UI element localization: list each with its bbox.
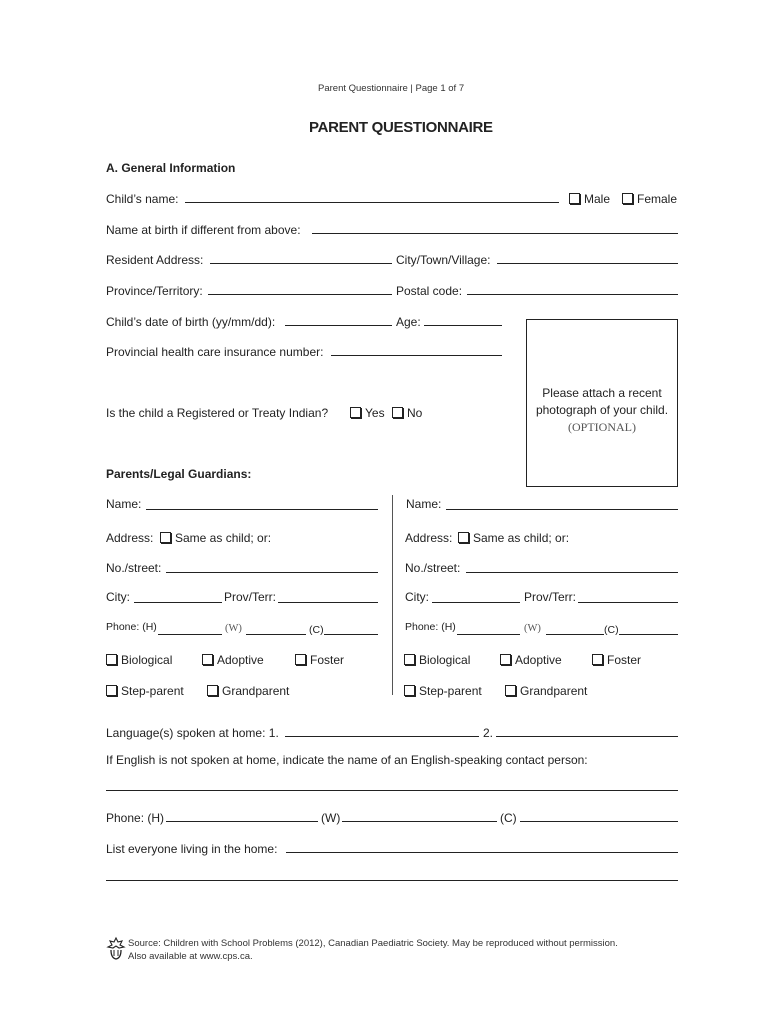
list-everyone-field-2[interactable] — [106, 880, 678, 881]
health-number-label: Provincial health care insurance number: — [106, 345, 324, 359]
resident-address-label: Resident Address: — [106, 253, 204, 267]
guardian2-biological-label: Biological — [419, 653, 471, 667]
no-checkbox[interactable] — [392, 407, 403, 418]
guardian2-same-option[interactable] — [458, 531, 569, 545]
guardian2-step-parent-checkbox[interactable] — [404, 685, 415, 696]
guardians-heading: Parents/Legal Guardians: — [106, 467, 252, 481]
contact-phone-c-label: (C) — [500, 811, 517, 825]
guardian1-city-label: City: — [106, 590, 130, 604]
guardian2-phone-c-label: (C) — [604, 624, 619, 636]
guardian1-phone-h-field[interactable] — [158, 634, 222, 635]
guardian2-same-label: Same as child; or: — [473, 531, 570, 545]
guardian2-phone-c-field[interactable] — [619, 634, 678, 635]
guardian1-phone-w-field[interactable] — [246, 634, 306, 635]
page-title: PARENT QUESTIONNAIRE — [309, 119, 493, 136]
postal-code-field[interactable] — [467, 294, 678, 295]
guardian2-address-label: Address: — [405, 531, 453, 545]
guardian2-prov-field[interactable] — [578, 602, 678, 603]
guardian1-biological[interactable] — [106, 653, 172, 667]
contact-phone-w-field[interactable] — [342, 821, 497, 822]
resident-address-field[interactable] — [210, 263, 392, 264]
guardian1-same-label: Same as child; or: — [175, 531, 272, 545]
cps-logo-icon — [106, 936, 126, 967]
guardian2-grandparent-checkbox[interactable] — [505, 685, 516, 696]
guardian1-address-label: Address: — [106, 531, 154, 545]
city-town-village-label: City/Town/Village: — [396, 253, 491, 267]
health-number-field[interactable] — [331, 355, 502, 356]
guardian1-same-checkbox[interactable] — [160, 532, 171, 543]
guardian1-name-field[interactable] — [146, 509, 378, 510]
guardian1-street-label: No./street: — [106, 561, 162, 575]
female-checkbox[interactable] — [622, 193, 633, 204]
guardian1-foster-checkbox[interactable] — [295, 654, 306, 665]
section-a-heading: A. General Information — [106, 161, 236, 175]
yes-label: Yes — [365, 406, 385, 420]
dob-label: Child’s date of birth (yy/mm/dd): — [106, 315, 276, 329]
guardian2-adoptive-label: Adoptive — [515, 653, 562, 667]
no-option[interactable] — [392, 406, 422, 420]
guardian1-phone-h-label: Phone: (H) — [106, 621, 157, 633]
guardian2-name-field[interactable] — [446, 509, 678, 510]
list-everyone-field[interactable] — [286, 852, 678, 853]
no-label: No — [407, 406, 423, 420]
guardian2-step-parent[interactable] — [404, 684, 482, 698]
postal-code-label: Postal code: — [396, 284, 463, 298]
guardian2-city-label: City: — [405, 590, 429, 604]
female-label: Female — [637, 192, 678, 206]
guardian2-name-label: Name: — [406, 497, 442, 511]
guardian1-foster-label: Foster — [310, 653, 345, 667]
guardian2-foster-label: Foster — [607, 653, 642, 667]
childs-name-field[interactable] — [185, 202, 559, 203]
province-territory-label: Province/Territory: — [106, 284, 203, 298]
guardian2-foster-checkbox[interactable] — [592, 654, 603, 665]
photo-line-2: photograph of your child. — [535, 403, 669, 417]
name-at-birth-label: Name at birth if different from above: — [106, 223, 301, 237]
guardian2-phone-h-label: Phone: (H) — [405, 621, 456, 633]
guardians-divider — [392, 495, 393, 695]
photo-line-1: Please attach a recent — [542, 386, 662, 400]
guardian2-grandparent[interactable] — [505, 684, 587, 698]
photo-optional: (OPTIONAL) — [568, 420, 636, 434]
guardian2-biological-checkbox[interactable] — [404, 654, 415, 665]
guardian1-adoptive-label: Adoptive — [217, 653, 264, 667]
guardian2-step-parent-label: Step-parent — [419, 684, 482, 698]
guardian1-step-parent-checkbox[interactable] — [106, 685, 117, 696]
language-1-field[interactable] — [285, 736, 479, 737]
province-territory-field[interactable] — [208, 294, 392, 295]
guardian1-phone-w-label: (W) — [225, 623, 242, 634]
male-option[interactable] — [569, 192, 610, 206]
footer-website: Also available at www.cps.ca. — [128, 951, 253, 962]
guardian2-prov-label: Prov/Terr: — [524, 590, 577, 604]
yes-option[interactable] — [350, 406, 385, 420]
guardian2-phone-w-label: (W) — [524, 623, 541, 634]
photo-box[interactable] — [526, 319, 678, 487]
yes-checkbox[interactable] — [350, 407, 361, 418]
guardian2-biological[interactable] — [404, 653, 470, 667]
footer-source: Source: Children with School Problems (2012), Canadian Paediatric Society. May be reproduced without permission. — [128, 938, 618, 949]
language-2-field[interactable] — [496, 736, 678, 737]
guardian1-foster[interactable] — [295, 653, 344, 667]
guardian1-adoptive-checkbox[interactable] — [202, 654, 213, 665]
male-checkbox[interactable] — [569, 193, 580, 204]
age-field[interactable] — [424, 325, 502, 326]
guardian1-step-parent[interactable] — [106, 684, 184, 698]
city-town-village-field[interactable] — [497, 263, 678, 264]
english-contact-field[interactable] — [106, 790, 678, 791]
guardian1-grandparent-label: Grandparent — [222, 684, 290, 698]
contact-phone-h-field[interactable] — [166, 821, 318, 822]
guardian2-same-checkbox[interactable] — [458, 532, 469, 543]
guardian2-street-label: No./street: — [405, 561, 461, 575]
language-2-label: 2. — [483, 726, 494, 740]
name-at-birth-field[interactable] — [312, 233, 678, 234]
guardian2-adoptive[interactable] — [500, 653, 562, 667]
registered-question: Is the child a Registered or Treaty Indian? — [106, 406, 329, 420]
guardian1-city-field[interactable] — [134, 602, 222, 603]
list-everyone-label: List everyone living in the home: — [106, 842, 278, 856]
guardian2-grandparent-label: Grandparent — [520, 684, 588, 698]
dob-field[interactable] — [285, 325, 392, 326]
guardian1-step-parent-label: Step-parent — [121, 684, 184, 698]
guardian1-biological-label: Biological — [121, 653, 173, 667]
languages-label: Language(s) spoken at home: 1. — [106, 726, 279, 740]
guardian1-prov-field[interactable] — [278, 602, 378, 603]
female-option[interactable] — [622, 192, 677, 206]
guardian2-phone-h-field[interactable] — [457, 634, 520, 635]
guardian1-grandparent-checkbox[interactable] — [207, 685, 218, 696]
guardian1-biological-checkbox[interactable] — [106, 654, 117, 665]
page-header: Parent Questionnaire | Page 1 of 7 — [318, 83, 465, 94]
english-contact-label: If English is not spoken at home, indicate the name of an English-speaking contact person: — [106, 753, 588, 767]
guardian2-foster[interactable] — [592, 653, 641, 667]
guardian1-grandparent[interactable] — [207, 684, 289, 698]
guardian1-name-label: Name: — [106, 497, 142, 511]
guardian1-adoptive[interactable] — [202, 653, 264, 667]
age-label: Age: — [396, 315, 421, 329]
contact-phone-c-field[interactable] — [520, 821, 678, 822]
guardian2-phone-w-field[interactable] — [546, 634, 604, 635]
guardian1-phone-c-field[interactable] — [324, 634, 378, 635]
contact-phone-h-label: Phone: (H) — [106, 811, 165, 825]
guardian2-city-field[interactable] — [432, 602, 520, 603]
guardian2-adoptive-checkbox[interactable] — [500, 654, 511, 665]
guardian1-prov-label: Prov/Terr: — [224, 590, 277, 604]
guardian1-same-option[interactable] — [160, 531, 271, 545]
guardian2-street-field[interactable] — [466, 572, 678, 573]
childs-name-label: Child’s name: — [106, 192, 179, 206]
male-label: Male — [584, 192, 611, 206]
contact-phone-w-label: (W) — [321, 811, 341, 825]
guardian1-phone-c-label: (C) — [309, 624, 324, 636]
guardian1-street-field[interactable] — [166, 572, 378, 573]
